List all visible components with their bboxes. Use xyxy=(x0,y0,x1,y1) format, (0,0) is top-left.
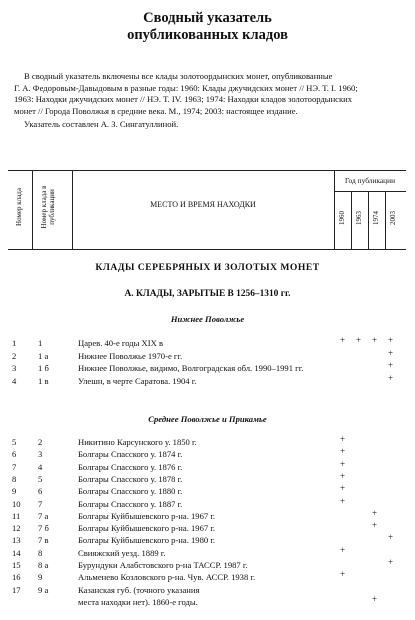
publication-mark: + xyxy=(340,495,346,506)
publication-number: 1 а xyxy=(38,350,49,361)
subsection-heading: А. КЛАДЫ, ЗАРЫТЫЕ В 1256–1310 гг. xyxy=(124,289,291,299)
find-place-date: Болгары Куйбышевского р-на. 1967 г. xyxy=(78,510,216,521)
publication-mark: + xyxy=(340,544,346,555)
publication-number: 7 в xyxy=(38,535,49,546)
publication-number: 7 а xyxy=(38,510,49,521)
title-line-1: Сводный указатель xyxy=(143,10,272,26)
table-row xyxy=(8,458,408,473)
publication-number: 1 xyxy=(38,338,43,348)
hoard-number: 9 xyxy=(12,486,17,497)
hoard-number: 14 xyxy=(12,547,21,558)
publication-number: 6 xyxy=(38,486,43,497)
region-heading-lower-volga: Нижнее Поволжье xyxy=(170,314,245,324)
publication-number: 8 а xyxy=(38,560,49,570)
publication-mark: + xyxy=(388,335,394,345)
table-row xyxy=(8,362,408,374)
publication-mark: + xyxy=(340,434,346,444)
publication-mark: + xyxy=(388,347,394,358)
publication-mark: + xyxy=(340,458,346,469)
publication-mark: + xyxy=(340,569,346,580)
table-row xyxy=(8,544,408,559)
publication-mark: + xyxy=(340,470,346,481)
hoard-number: 7 xyxy=(12,461,17,472)
find-place-date: Альменево Козловского р-на. Чув. АССР. 1938 г. xyxy=(78,572,256,583)
table-row xyxy=(8,448,408,460)
table-row xyxy=(8,495,408,510)
header-number: Номер клада xyxy=(15,188,23,226)
hoard-number: 12 xyxy=(12,523,21,534)
find-place-date: места находки нет). 1860-е годы. xyxy=(78,596,198,607)
publication-mark: + xyxy=(372,335,378,345)
hoard-number: 10 xyxy=(12,498,21,509)
table-row xyxy=(8,571,408,583)
header-year-1960: 1960 xyxy=(338,211,346,225)
table-row xyxy=(8,485,408,497)
header-year: Год публикации xyxy=(344,176,396,185)
find-place-date: Свияжский уезд. 1889 г. xyxy=(78,547,166,558)
find-place-date: Болгары Спасского у. 1876 г. xyxy=(78,461,183,472)
publication-number: 3 xyxy=(38,449,43,460)
table-row xyxy=(8,584,408,596)
publication-mark: + xyxy=(388,360,394,370)
hoard-number: 2 xyxy=(12,350,17,361)
publication-mark: + xyxy=(372,593,378,604)
table-row xyxy=(8,337,408,349)
intro-line: Г. А. Федоровым-Давыдовым в разные годы: 1960: Клады джучидских монет // НЭ. Т. I. 1960; xyxy=(14,82,358,93)
find-place-date: Болгары Спасского у. 1887 г. xyxy=(78,498,183,509)
table-row xyxy=(8,507,408,522)
table-row xyxy=(8,372,408,387)
header-year-2003: 2003 xyxy=(389,211,397,225)
hoard-number: 8 xyxy=(12,473,17,484)
publication-number: 2 xyxy=(38,437,43,447)
publication-mark: + xyxy=(388,557,394,567)
publication-mark: + xyxy=(372,507,378,518)
find-place-date: Никитино Карсунского у. 1850 г. xyxy=(78,437,197,447)
title-line-2: опубликованных кладов xyxy=(127,27,288,43)
hoard-number: 17 xyxy=(12,584,21,595)
publication-mark: + xyxy=(388,372,394,383)
hoard-number: 4 xyxy=(12,375,17,386)
hoard-number: 15 xyxy=(12,560,21,570)
publication-mark: + xyxy=(340,446,346,457)
publication-number: 1 б xyxy=(38,363,49,373)
intro-line: 1963: Находки джучидских монет // НЭ. Т. IV. 1963; 1974: Находки кладов золотоордынских xyxy=(14,94,353,105)
header-year-1974: 1974 xyxy=(372,211,380,225)
find-place-date: Царев. 40-е годы XIX в xyxy=(78,338,164,348)
table-row xyxy=(8,436,408,448)
publication-number: 7 xyxy=(38,498,43,509)
hoard-number: 1 xyxy=(12,338,17,348)
publication-number: 9 а xyxy=(38,584,49,595)
table-row xyxy=(8,559,408,571)
find-place-date: Бурундуки Алабстовского р-на ТАССР. 1987 г. xyxy=(78,560,248,570)
find-place-date: Улешн, в черте Саратова. 1904 г. xyxy=(78,375,197,386)
table-header xyxy=(8,170,406,250)
table-row xyxy=(8,522,408,534)
find-place-date: Нижнее Поволжье, видимо, Волгоградская обл. 1990–1991 гг. xyxy=(78,363,304,373)
hoard-number: 13 xyxy=(12,535,21,546)
publication-number: 8 xyxy=(38,547,43,558)
publication-number: 1 в xyxy=(38,375,49,386)
table-row xyxy=(8,470,408,485)
table-row xyxy=(8,593,408,608)
publication-mark: + xyxy=(372,520,378,531)
publication-number: 9 xyxy=(38,572,43,583)
hoard-number: 11 xyxy=(12,510,21,521)
find-place-date: Болгары Куйбышевского р-на. 1967 г. xyxy=(78,523,216,534)
publication-mark: + xyxy=(356,335,362,345)
publication-mark: + xyxy=(388,532,394,543)
publication-number: 7 б xyxy=(38,523,49,534)
find-place-date: Болгары Спасского у. 1878 г. xyxy=(78,473,183,484)
intro-paragraph xyxy=(14,71,404,131)
region-heading-middle-volga: Среднее Поволжье и Прикамье xyxy=(148,414,267,424)
hoard-number: 3 xyxy=(12,363,17,373)
header-place-time: МЕСТО И ВРЕМЯ НАХОДКИ xyxy=(150,200,256,209)
header-year-1963: 1963 xyxy=(355,211,363,225)
intro-line: В сводный указатель включены все клады золотоордынских монет, опубликованные xyxy=(24,71,333,81)
find-place-date: Казанская губ. (точного указания xyxy=(78,584,200,595)
table-row xyxy=(8,534,408,546)
publication-mark: + xyxy=(340,335,346,345)
publication-mark: + xyxy=(340,483,346,494)
hoard-number: 6 xyxy=(12,449,17,460)
find-place-date: Нижнее Поволжье 1970-е гг. xyxy=(78,350,183,361)
publication-number: 4 xyxy=(38,461,43,472)
table-row xyxy=(8,347,408,362)
intro-line: монет // Города Поволжья в средние века. М., 1974; 2003: настоящее издание. xyxy=(14,105,298,116)
compiled-by-note: Указатель составлен А. З. Сингатуллиной. xyxy=(24,119,179,130)
find-place-date: Болгары Спасского у. 1874 г. xyxy=(78,449,183,460)
section-heading: КЛАДЫ СЕРЕБРЯНЫХ И ЗОЛОТЫХ МОНЕТ xyxy=(95,262,320,273)
hoard-number: 5 xyxy=(12,437,17,447)
publication-number: 5 xyxy=(38,473,43,484)
header-number-publication: Номер клада в публикации xyxy=(40,185,56,229)
hoard-number: 16 xyxy=(12,572,21,583)
find-place-date: Болгары Куйбышевского р-на. 1980 г. xyxy=(78,535,216,546)
find-place-date: Болгары Спасского у. 1880 г. xyxy=(78,486,183,497)
